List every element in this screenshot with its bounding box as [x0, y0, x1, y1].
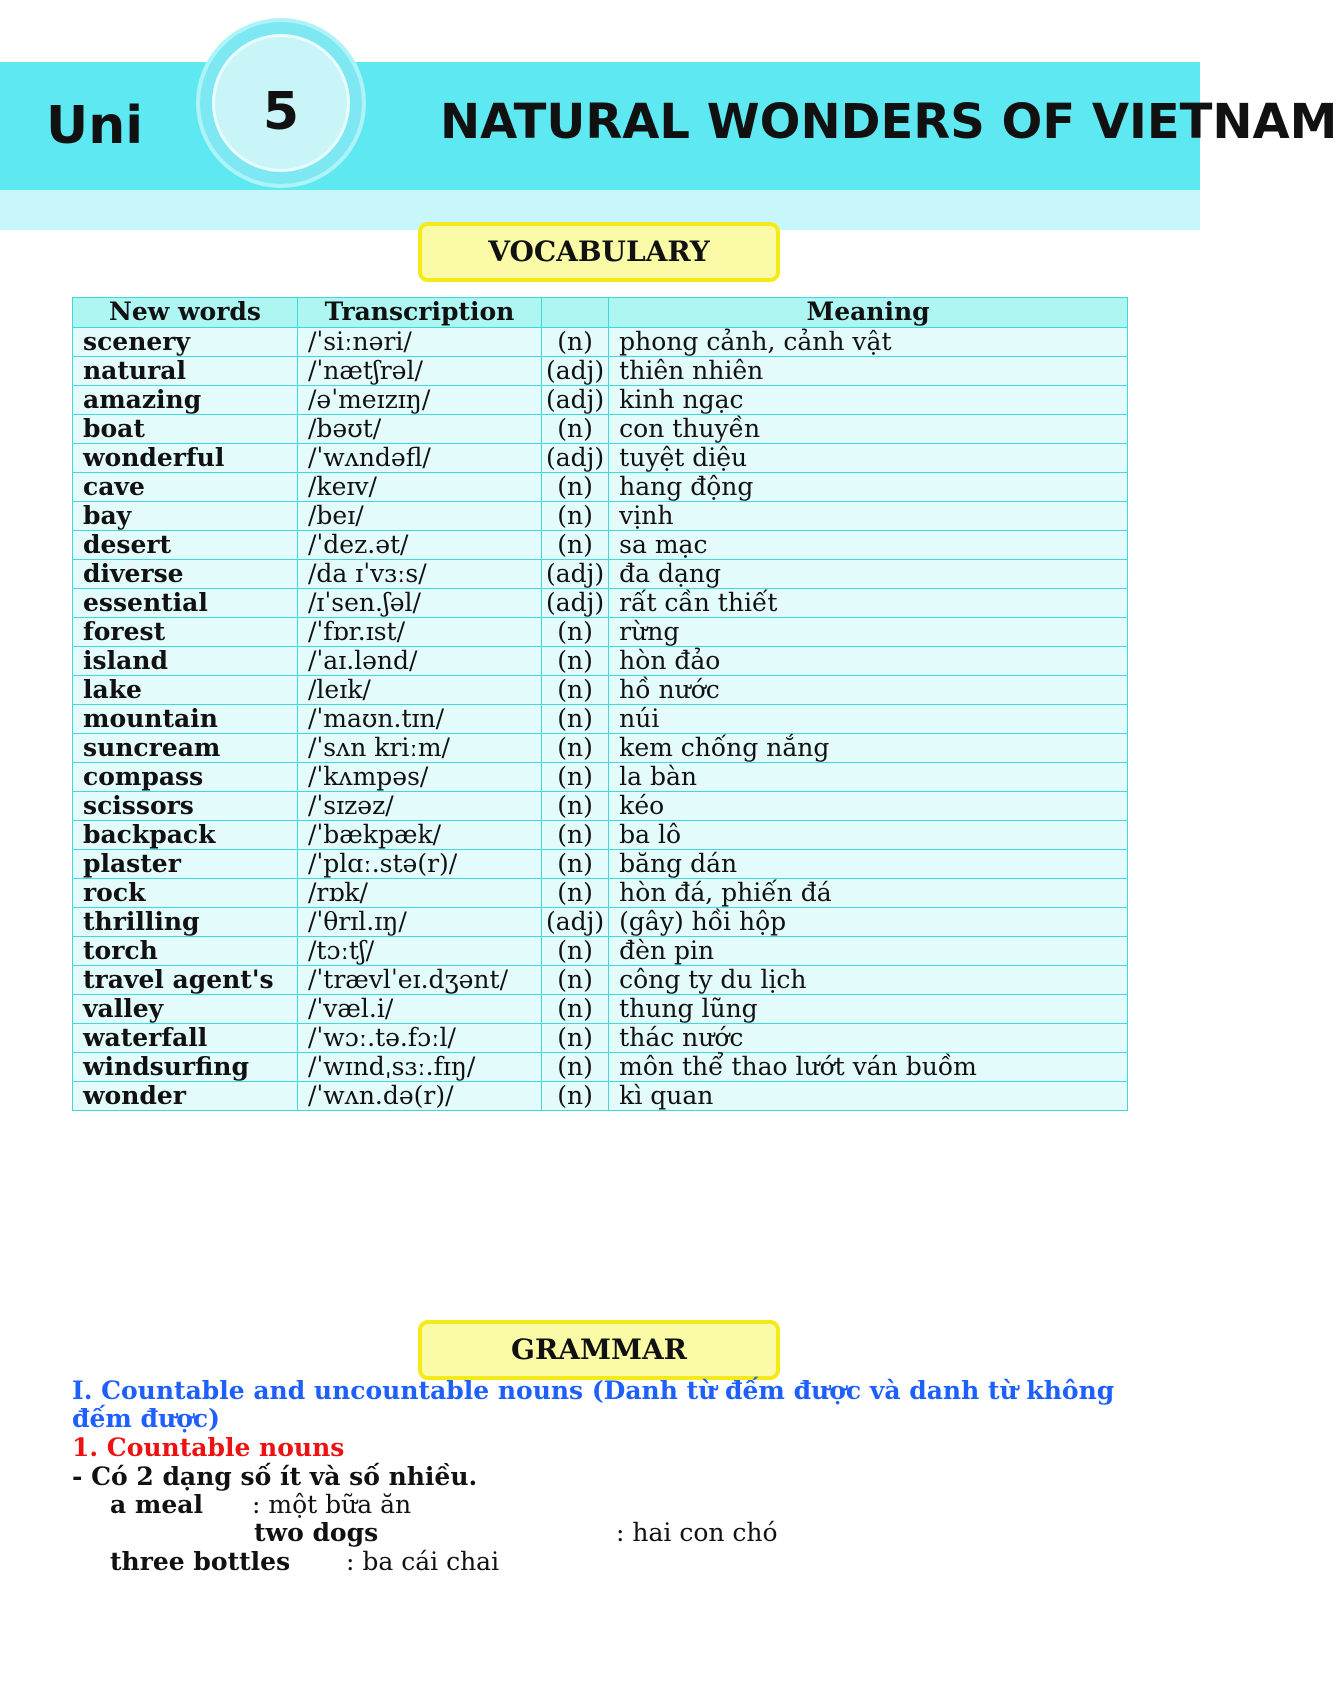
word-cell: bay — [73, 502, 298, 531]
part-of-speech-cell: (n) — [542, 792, 609, 821]
part-of-speech-cell: (n) — [542, 937, 609, 966]
table-row — [73, 908, 1128, 937]
meaning-cell: con thuyền — [609, 415, 1128, 444]
meaning-cell: công ty du lịch — [609, 966, 1128, 995]
part-of-speech-cell: (n) — [542, 995, 609, 1024]
part-of-speech-cell: (adj) — [542, 560, 609, 589]
table-row — [73, 502, 1128, 531]
meaning-cell: hòn đảo — [609, 647, 1128, 676]
transcription-cell: /ˈθrɪl.ɪŋ/ — [298, 908, 542, 937]
transcription-cell: /ˈdez.ət/ — [298, 531, 542, 560]
meaning-cell: vịnh — [609, 502, 1128, 531]
word-cell: mountain — [73, 705, 298, 734]
table-row — [73, 444, 1128, 473]
table-row — [73, 618, 1128, 647]
part-of-speech-cell: (n) — [542, 502, 609, 531]
table-row — [73, 386, 1128, 415]
table-row — [73, 589, 1128, 618]
example-gloss: : ba cái chai — [346, 1547, 500, 1576]
word-cell: island — [73, 647, 298, 676]
table-row — [73, 821, 1128, 850]
grammar-section-title: I. Countable and uncountable nouns (Danh từ đếm được và danh từ không — [72, 1376, 1115, 1405]
part-of-speech-cell: (n) — [542, 473, 609, 502]
word-cell: amazing — [73, 386, 298, 415]
table-row — [73, 995, 1128, 1024]
meaning-cell: hòn đá, phiến đá — [609, 879, 1128, 908]
table-header-row — [73, 298, 1128, 328]
meaning-cell: la bàn — [609, 763, 1128, 792]
transcription-cell: /ˈsiːnəri/ — [298, 328, 542, 357]
word-cell: compass — [73, 763, 298, 792]
part-of-speech-cell: (adj) — [542, 386, 609, 415]
table-row — [73, 1024, 1128, 1053]
table-row — [73, 792, 1128, 821]
example-term: three bottles — [110, 1547, 291, 1576]
table-row — [73, 357, 1128, 386]
page-title-container — [440, 92, 1337, 164]
transcription-cell: /beɪ/ — [298, 502, 542, 531]
unit-number: 5 — [262, 82, 300, 142]
transcription-cell: /ˈsɪzəz/ — [298, 792, 542, 821]
transcription-cell: /ˈbækpæk/ — [298, 821, 542, 850]
table-row — [73, 1053, 1128, 1082]
part-of-speech-cell: (adj) — [542, 357, 609, 386]
part-of-speech-cell: (n) — [542, 879, 609, 908]
table-row — [73, 647, 1128, 676]
word-cell: natural — [73, 357, 298, 386]
transcription-cell: /ɪˈsen.ʃəl/ — [298, 589, 542, 618]
meaning-cell: kì quan — [609, 1082, 1128, 1111]
meaning-cell: sa mạc — [609, 531, 1128, 560]
word-cell: cave — [73, 473, 298, 502]
table-row — [73, 937, 1128, 966]
page-title: NATURAL WONDERS OF VIETNAM — [440, 94, 1337, 150]
word-cell: thrilling — [73, 908, 298, 937]
table-row — [73, 705, 1128, 734]
meaning-cell: kem chống nắng — [609, 734, 1128, 763]
example-gloss: : hai con chó — [616, 1518, 778, 1547]
word-cell: backpack — [73, 821, 298, 850]
transcription-cell: /da ɪˈvɜːs/ — [298, 560, 542, 589]
word-cell: waterfall — [73, 1024, 298, 1053]
word-cell: plaster — [73, 850, 298, 879]
word-cell: diverse — [73, 560, 298, 589]
countable-nouns-rule: - Có 2 dạng số ít và số nhiều. — [72, 1462, 478, 1491]
countable-nouns-title: 1. Countable nouns — [72, 1433, 345, 1462]
meaning-cell: kinh ngạc — [609, 386, 1128, 415]
meaning-cell: rừng — [609, 618, 1128, 647]
meaning-cell: thiên nhiên — [609, 357, 1128, 386]
meaning-cell: tuyệt diệu — [609, 444, 1128, 473]
table-row — [73, 676, 1128, 705]
table-row — [73, 328, 1128, 357]
table-row — [73, 734, 1128, 763]
meaning-cell: phong cảnh, cảnh vật — [609, 328, 1128, 357]
unit-label: Uni — [46, 96, 144, 156]
transcription-cell: /tɔːtʃ/ — [298, 937, 542, 966]
part-of-speech-cell: (n) — [542, 763, 609, 792]
meaning-cell: thác nước — [609, 1024, 1128, 1053]
word-cell: torch — [73, 937, 298, 966]
table-row — [73, 415, 1128, 444]
transcription-cell: /ˈaɪ.lənd/ — [298, 647, 542, 676]
word-cell: travel agent's — [73, 966, 298, 995]
word-cell: windsurfing — [73, 1053, 298, 1082]
transcription-cell: /ˈwɔː.tə.fɔːl/ — [298, 1024, 542, 1053]
transcription-cell: /ˈmaʊn.tɪn/ — [298, 705, 542, 734]
column-header-part-of-speech — [542, 298, 609, 328]
part-of-speech-cell: (n) — [542, 1082, 609, 1111]
table-row — [73, 473, 1128, 502]
transcription-cell: /ˈvæl.i/ — [298, 995, 542, 1024]
meaning-cell: thung lũng — [609, 995, 1128, 1024]
part-of-speech-cell: (n) — [542, 1024, 609, 1053]
transcription-cell: /ˈwɪndˌsɜː.fɪŋ/ — [298, 1053, 542, 1082]
meaning-cell: đèn pin — [609, 937, 1128, 966]
part-of-speech-cell: (adj) — [542, 589, 609, 618]
part-of-speech-cell: (n) — [542, 531, 609, 560]
part-of-speech-cell: (n) — [542, 1053, 609, 1082]
transcription-cell: /ˈwʌn.də(r)/ — [298, 1082, 542, 1111]
meaning-cell: băng dán — [609, 850, 1128, 879]
word-cell: scenery — [73, 328, 298, 357]
part-of-speech-cell: (n) — [542, 821, 609, 850]
table-row — [73, 531, 1128, 560]
part-of-speech-cell: (n) — [542, 618, 609, 647]
meaning-cell: kéo — [609, 792, 1128, 821]
word-cell: valley — [73, 995, 298, 1024]
word-cell: rock — [73, 879, 298, 908]
word-cell: essential — [73, 589, 298, 618]
part-of-speech-cell: (n) — [542, 647, 609, 676]
part-of-speech-cell: (n) — [542, 705, 609, 734]
transcription-cell: /əˈmeɪzɪŋ/ — [298, 386, 542, 415]
word-cell: suncream — [73, 734, 298, 763]
word-cell: lake — [73, 676, 298, 705]
part-of-speech-cell: (adj) — [542, 908, 609, 937]
word-cell: wonder — [73, 1082, 298, 1111]
meaning-cell: núi — [609, 705, 1128, 734]
meaning-cell: ba lô — [609, 821, 1128, 850]
column-header-transcription: Transcription — [298, 298, 542, 328]
grammar-heading: GRAMMAR — [418, 1320, 780, 1380]
part-of-speech-cell: (n) — [542, 966, 609, 995]
transcription-cell: /ˈnætʃrəl/ — [298, 357, 542, 386]
table-row — [73, 763, 1128, 792]
part-of-speech-cell: (n) — [542, 734, 609, 763]
meaning-cell: đa dạng — [609, 560, 1128, 589]
example-gloss: : một bữa ăn — [252, 1490, 412, 1519]
table-row — [73, 879, 1128, 908]
table-row — [73, 560, 1128, 589]
transcription-cell: /ˈplɑː.stə(r)/ — [298, 850, 542, 879]
part-of-speech-cell: (n) — [542, 328, 609, 357]
column-header-meaning: Meaning — [609, 298, 1128, 328]
transcription-cell: /bəʊt/ — [298, 415, 542, 444]
table-row — [73, 966, 1128, 995]
part-of-speech-cell: (n) — [542, 676, 609, 705]
transcription-cell: /leɪk/ — [298, 676, 542, 705]
transcription-cell: /ˈkʌmpəs/ — [298, 763, 542, 792]
vocabulary-table — [72, 297, 1128, 1111]
word-cell: forest — [73, 618, 298, 647]
table-row — [73, 850, 1128, 879]
part-of-speech-cell: (n) — [542, 415, 609, 444]
example-term: a meal — [110, 1490, 203, 1519]
example-term: two dogs — [254, 1518, 379, 1547]
transcription-cell: /ˈfɒr.ɪst/ — [298, 618, 542, 647]
meaning-cell: hồ nước — [609, 676, 1128, 705]
transcription-cell: /keɪv/ — [298, 473, 542, 502]
word-cell: desert — [73, 531, 298, 560]
transcription-cell: /ˈwʌndəfl/ — [298, 444, 542, 473]
vocabulary-heading: VOCABULARY — [418, 222, 780, 282]
grammar-section-title-cont: đếm được) — [72, 1404, 220, 1433]
transcription-cell: /ˈtrævlˈeɪ.dʒənt/ — [298, 966, 542, 995]
meaning-cell: hang động — [609, 473, 1128, 502]
table-row — [73, 1082, 1128, 1111]
part-of-speech-cell: (adj) — [542, 444, 609, 473]
meaning-cell: (gây) hồi hộp — [609, 908, 1128, 937]
meaning-cell: môn thể thao lướt ván buồm — [609, 1053, 1128, 1082]
word-cell: wonderful — [73, 444, 298, 473]
transcription-cell: /rɒk/ — [298, 879, 542, 908]
word-cell: boat — [73, 415, 298, 444]
column-header-new-words: New words — [73, 298, 298, 328]
meaning-cell: rất cần thiết — [609, 589, 1128, 618]
word-cell: scissors — [73, 792, 298, 821]
part-of-speech-cell: (n) — [542, 850, 609, 879]
transcription-cell: /ˈsʌn kriːm/ — [298, 734, 542, 763]
